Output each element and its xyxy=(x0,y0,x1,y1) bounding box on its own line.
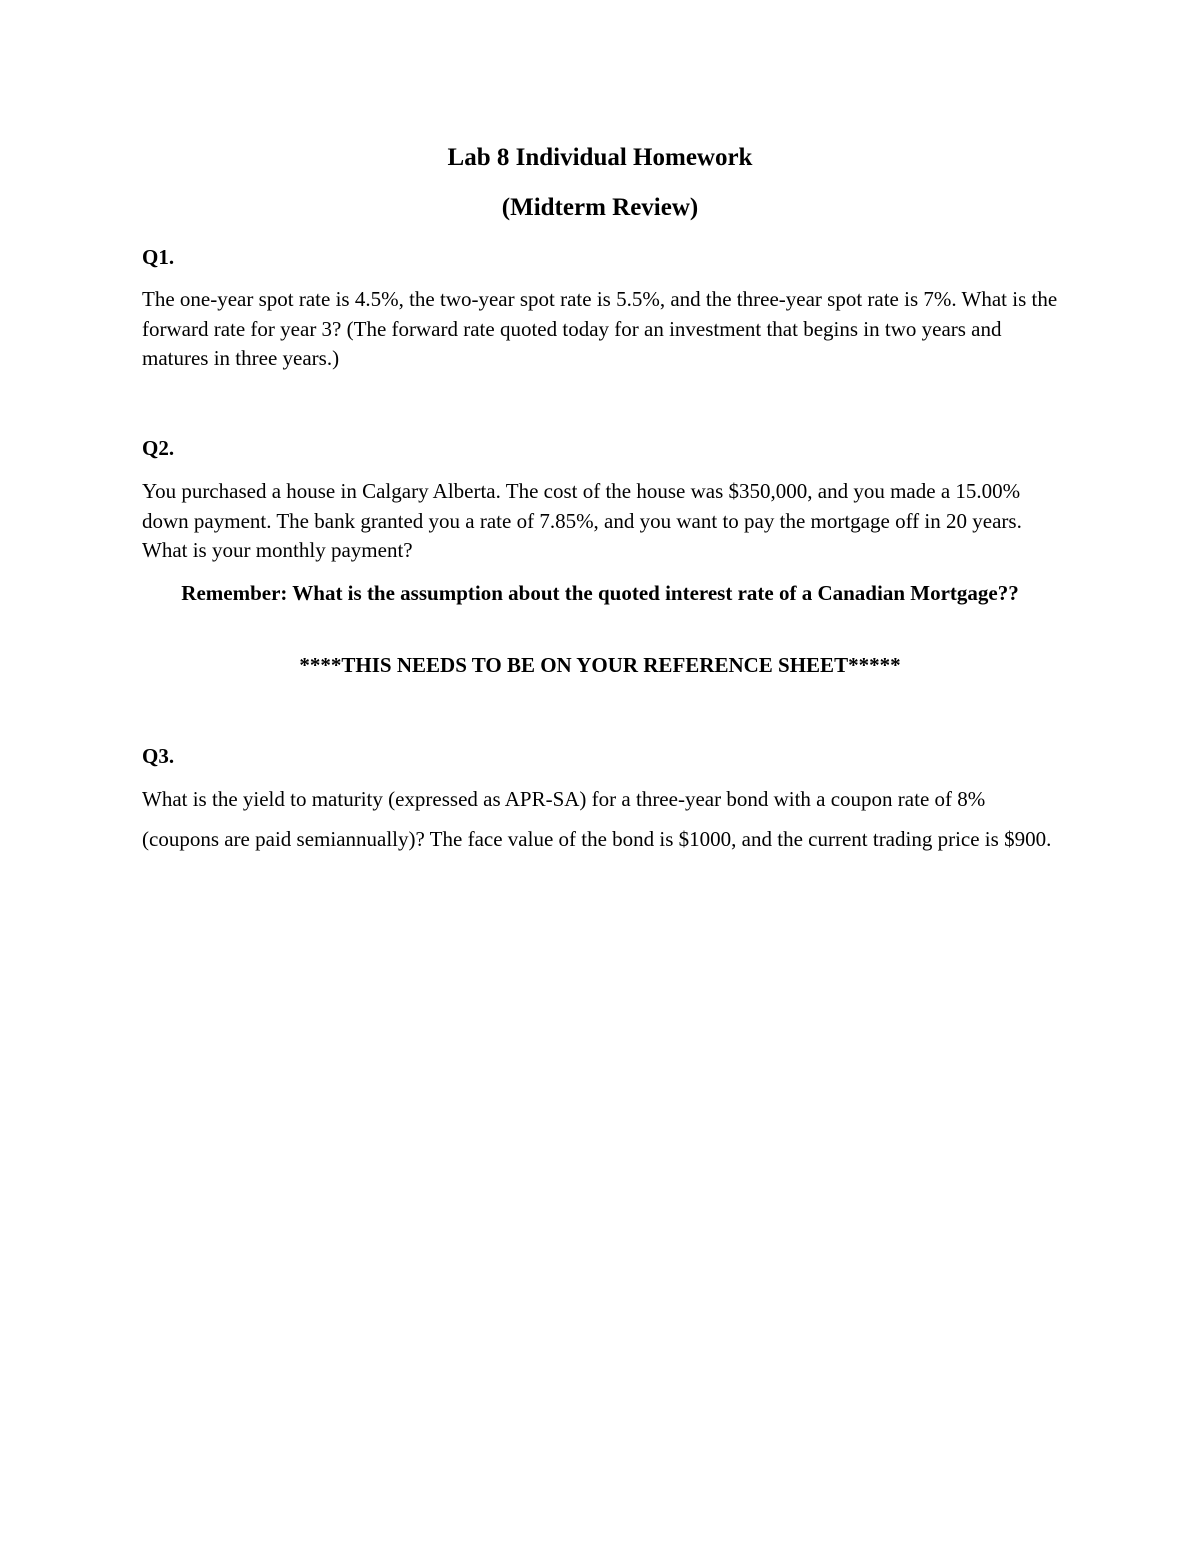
q2-text: You purchased a house in Calgary Alberta. The cost of the house was $350,000, and you made a 15.00% down payment. The bank granted you a rate of 7.85%, and you want to pay the mortgage off in 20 years. What is your monthly payment? xyxy=(142,479,1022,562)
q2-reminder: Remember: What is the assumption about the quoted interest rate of a Canadian Mortgage?? xyxy=(181,581,1019,605)
q2-label: Q2. xyxy=(142,436,175,460)
document-title: Lab 8 Individual Homework xyxy=(447,144,753,171)
q2-reference-note: ****THIS NEEDS TO BE ON YOUR REFERENCE SHEET***** xyxy=(299,653,901,677)
q1-text: The one-year spot rate is 4.5%, the two-year spot rate is 5.5%, and the three-year spot rate is 7%. What is the forward rate for year 3? (The forward rate quoted today for an investment that begins in two years and matures in three years.) xyxy=(142,287,1058,370)
document-subtitle: (Midterm Review) xyxy=(501,194,699,221)
q1-label: Q1. xyxy=(142,245,175,269)
q3-label: Q3. xyxy=(142,744,175,768)
q3-text: What is the yield to maturity (expressed as APR-SA) for a three-year bond with a coupon rate of 8% (coupons are paid semiannually)? The face value of the bond is $1000, and the current trading price is $900. xyxy=(142,787,1052,851)
